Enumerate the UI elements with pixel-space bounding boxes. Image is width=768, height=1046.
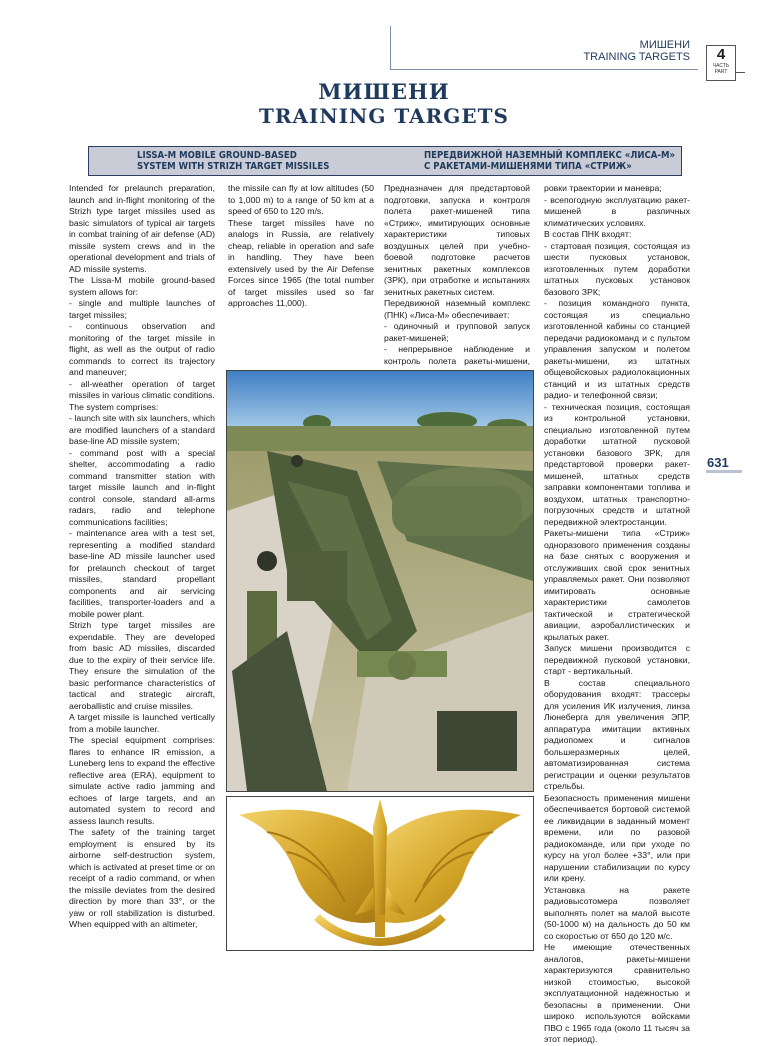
paragraph: В состав специального оборудования входят: трассеры для усиления ИК излучения, линза Люнеберга для увеличения ЭПР, аппаратура имитации активных радиопомех и сигналов большеразмерных целей, автоматизированная система регистрации и оценки результатов стрельбы. — [544, 677, 690, 791]
paragraph: - непрерывное наблюдение и контроль полета ракеты-мишени, — [384, 344, 530, 366]
paragraph: Запуск мишени производится с передвижной пусковой установки, старт - вертикальный. — [544, 643, 690, 676]
column-russian-1 — [384, 183, 530, 390]
paragraph: - single and multiple launches of target missiles; — [69, 298, 215, 320]
paragraph: Intended for prelaunch preparation, launch and in-flight monitoring of the Strizh type target missiles used as basic simulators of typical air targets in combat training of air defense (AD) missile system crews and in the operational development and trials of AD missile systems. — [69, 183, 215, 274]
paragraph: Не имеющие отечественных аналогов, ракеты-мишени характеризуются сравнительно низкой стоимостью, высокой эксплуатационной надежностью и безопасны в применении. Они широко используются войсками ПВО с 1965 года (около 11 тысяч за этот период). — [544, 942, 690, 1044]
banner-en-line1: LISSA-M MOBILE GROUND-BASED — [137, 150, 297, 161]
banner-ru-line2: С РАКЕТАМИ-МИШЕНЯМИ ТИПА «СТРИЖ» — [423, 161, 632, 172]
chapter-label-en: PART — [714, 69, 728, 75]
chapter-label-ru: ЧАСТЬ — [712, 63, 730, 69]
paragraph: В состав ПНК входят: — [544, 229, 632, 239]
paragraph: - command post with a special shelter, accommodating a radio command transmitter station with target missile launch and in-flight control console, standard all-arms radars, radio and telephone communications facilities; — [69, 447, 215, 527]
paragraph: - одиночный и групповой запуск ракет-мишеней; — [384, 321, 530, 343]
paragraph: - maintenance area with a test set, representing a modified standard base-line AD missile launcher used for prelaunch checkout of target missiles, standard propellant components and air servicing facilities, transporter-loaders and a mobile power plant. — [69, 528, 215, 619]
header-divider-horizontal — [390, 69, 698, 70]
paragraph: - continuous observation and monitoring of the target missile in flight, as well as the output of radio commands to correct its trajectory and maneuver; — [69, 321, 215, 377]
page-title-ru: МИШЕНИ — [318, 79, 450, 104]
paragraph: - техническая позиция, состоящая из контрольной установки, специально изготовленной путем доработки штатной пусковой установки базового ЗРК, для предстартовой проверки ракет-мишеней, штатных средств заправки компонентами топлива и воздухом, штатных транспортно-погрузочных средств и штатной передвижной электростанции. — [544, 401, 690, 527]
page-number-underline — [706, 470, 742, 473]
air-defense-emblem-icon — [227, 797, 533, 950]
paragraph: Strizh type target missiles are expendable. They are developed from basic AD missiles, discarded due to the expiry of their service life. They ensure the simulation of the basic performance characteristics of tactical and strategic aircraft, aeroballistic and cruise missiles. — [69, 620, 215, 711]
running-header-ru: МИШЕНИ — [639, 39, 690, 51]
paragraph: Предназначен для предстартовой подготовки, запуска и контроля полета ракет-мишеней типа «Стриж», имитирующих основные характеристики типовых воздушных целей при учебно-боевой подготовке расчетов зенитных ракетных комплексов (ЗРК), при отработке и испытаниях зенитных ракетных систем. — [384, 183, 530, 297]
paragraph: - all-weather operation of target missiles in various climatic conditions. — [69, 378, 215, 400]
column-russian-2 — [544, 183, 690, 1046]
chapter-tick — [735, 72, 745, 73]
page-number: 631 — [707, 455, 729, 470]
paragraph: The Lissa-M mobile ground-based system allows for: — [69, 275, 215, 297]
emblem-frame — [226, 796, 534, 951]
section-banner — [88, 146, 682, 176]
paragraph: - launch site with six launchers, which are modified launchers of a standard base-line AD missile system; — [69, 413, 215, 446]
paragraph: ровки траектории и маневра; — [544, 183, 662, 193]
paragraph: Передвижной наземный комплекс (ПНК) «Лиса-М» обеспечивает: — [384, 298, 530, 320]
launcher-photo — [226, 370, 534, 792]
page-title-en: TRAINING TARGETS — [259, 104, 509, 128]
header-divider-vertical — [390, 26, 391, 70]
paragraph: Ракеты-мишени типа «Стриж» одноразового применения созданы на базе снятых с вооружения и отслуживших свой срок зенитных управляемых ракет. Они позволяют имитировать основные характеристики самолетов тактической и стратегической авиации, аэробаллистических и крылатых ракет. — [544, 528, 690, 642]
chapter-number: 4 — [716, 46, 726, 63]
paragraph: - стартовая позиция, состоящая из шести пусковых установок, изготовленных путем доработки штатных пусковых установок базового ЗРК; — [544, 240, 690, 297]
running-header-en: TRAINING TARGETS — [583, 51, 690, 63]
column-english-2 — [228, 183, 374, 310]
banner-en-line2: SYSTEM WITH STRIZH TARGET MISSILES — [137, 161, 330, 172]
column-english-1 — [69, 183, 215, 931]
banner-en — [137, 150, 329, 172]
paragraph: A target missile is launched vertically from a mobile launcher. — [69, 712, 215, 734]
paragraph: - позиция командного пункта, состоящая из специально изготовленной кабины со станцией передачи радиокоманд и с пультом управления запуском и полетом ракеты-мишени, из штатных общевойсковых радиолокационных станций и из штатных средств радио- и телефонной связи; — [544, 298, 690, 400]
paragraph: The system comprises: — [69, 401, 159, 412]
paragraph: Установка на ракете радиовысотомера позволяет выполнять полет на малой высоте (50-1000 м) на дальность до 50 км со скоростью от 650 до 120 м/с. — [544, 884, 690, 941]
chapter-badge — [706, 45, 736, 81]
paragraph: - всепогодную эксплуатацию ракет-мишеней в различных климатических условиях. — [544, 194, 690, 228]
paragraph: Безопасность применения мишени обеспечивается бортовой системой ее ликвидации в заданный момент времени, или по разовой радиокоманде, или при уходе по курсу на угол более +33°, или при нарушении стабилизации по курсу или крену. — [544, 792, 690, 883]
paragraph: The special equipment comprises: flares to enhance IR emission, a Luneberg lens to expand the effective reflective area (ERA), equipment to simulate active radio jamming and echoes of large targets, and an automated system to record and assess launch results. — [69, 735, 215, 826]
paragraph: The safety of the training target employment is ensured by its airborne self-destruction system, which is activated at preset time or on receipt of a radio command, or when the missile deviates from the desired direction by more than 33°, or the yaw or roll stabilization is disturbed. When equipped with an altimeter, — [69, 827, 215, 929]
paragraph: These target missiles have no analogs in Russia, are relatively cheap, reliable in operation and safe in handling. They have been extensively used by the Air Defense Forces since 1965 (the total number of target missiles used so far approaches 11,000). — [228, 217, 374, 308]
running-header — [583, 39, 690, 63]
banner-ru — [424, 150, 675, 172]
launcher-illustration — [227, 371, 533, 791]
paragraph: the missile can fly at low altitudes (50 to 1,000 m) to a range of 50 km at a speed of 650 to 120 m/s. — [228, 183, 374, 216]
banner-ru-line1: ПЕРЕДВИЖНОЙ НАЗЕМНЫЙ КОМПЛЕКС «ЛИСА-М» — [423, 150, 675, 161]
